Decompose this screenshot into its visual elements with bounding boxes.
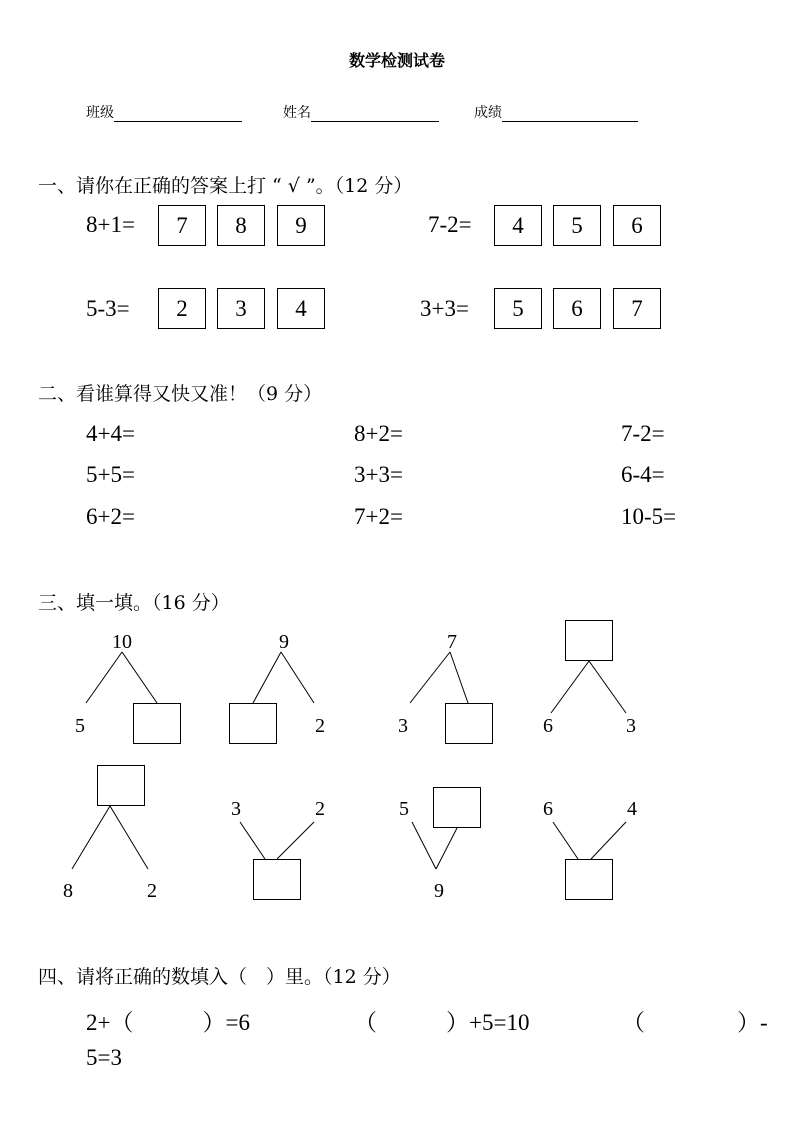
t6-right-number: 2 (315, 798, 325, 820)
section3-heading: 三、填一填。（16 分） (38, 592, 230, 614)
t2-right-number: 2 (315, 715, 325, 737)
t4-answer-box[interactable] (565, 620, 613, 661)
s1-q3-option[interactable]: 3 (217, 288, 265, 329)
s4-equation-3-part-b: 5=3 (86, 1045, 122, 1070)
s1-q3-option[interactable]: 4 (277, 288, 325, 329)
name-label: 姓名 (283, 105, 311, 121)
s2-item: 6+2= (86, 504, 135, 529)
s4-equation-2: （ ）+5=10 (354, 1010, 530, 1035)
s1-q2-option[interactable]: 4 (494, 205, 542, 246)
s1-q3-option[interactable]: 2 (158, 288, 206, 329)
t3-answer-box[interactable] (445, 703, 493, 744)
t5-right-number: 2 (147, 880, 157, 902)
s2-item: 7-2= (621, 421, 665, 446)
s2-item: 10-5= (621, 504, 677, 529)
s1-q4-option[interactable]: 5 (494, 288, 542, 329)
s1-q4-option[interactable]: 6 (553, 288, 601, 329)
t6-answer-box[interactable] (253, 859, 301, 900)
t1-answer-box[interactable] (133, 703, 181, 744)
t4-left-number: 6 (543, 715, 553, 737)
section1-heading: 一、请你在正确的答案上打 “ √ ”。（12 分） (38, 175, 413, 197)
t2-top-number: 9 (279, 631, 289, 653)
t5-left-number: 8 (63, 880, 73, 902)
t2-answer-box[interactable] (229, 703, 277, 744)
t5-answer-box[interactable] (97, 765, 145, 806)
t1-top-number: 10 (112, 631, 132, 653)
t7-answer-box[interactable] (433, 787, 481, 828)
page-title: 数学检测试卷 (348, 51, 445, 70)
t3-left-number: 3 (398, 715, 408, 737)
s2-item: 3+3= (354, 462, 403, 487)
t8-answer-box[interactable] (565, 859, 613, 900)
s1-q4-option[interactable]: 7 (613, 288, 661, 329)
t8-right-number: 4 (627, 798, 637, 820)
s1-q1-option[interactable]: 8 (217, 205, 265, 246)
section2-heading: 二、看谁算得又快又准！（9 分） (38, 383, 323, 405)
t8-left-number: 6 (543, 798, 553, 820)
s1-q2-option[interactable]: 6 (613, 205, 661, 246)
s2-item: 7+2= (354, 504, 403, 529)
s1-q2-option[interactable]: 5 (553, 205, 601, 246)
t4-right-number: 3 (626, 715, 636, 737)
s4-equation-1: 2+（ ）=6 (86, 1010, 250, 1035)
s1-q1-option[interactable]: 7 (158, 205, 206, 246)
t7-bottom-number: 9 (434, 880, 444, 902)
t1-left-number: 5 (75, 715, 85, 737)
s2-item: 5+5= (86, 462, 135, 487)
t3-top-number: 7 (447, 631, 457, 653)
s2-item: 4+4= (86, 421, 135, 446)
score-label: 成绩 (474, 105, 502, 121)
s1-q1-option[interactable]: 9 (277, 205, 325, 246)
t6-left-number: 3 (231, 798, 241, 820)
s1-q4-expr: 3+3= (420, 296, 469, 321)
section4-heading: 四、请将正确的数填入（ ）里。（12 分） (38, 966, 401, 988)
class-label: 班级 (86, 105, 114, 121)
s2-item: 6-4= (621, 462, 665, 487)
s1-q1-expr: 8+1= (86, 212, 135, 237)
s1-q3-expr: 5-3= (86, 296, 130, 321)
s1-q2-expr: 7-2= (428, 212, 472, 237)
t7-left-number: 5 (399, 798, 409, 820)
s4-equation-3-part-a: （ ）- (622, 1010, 768, 1035)
s2-item: 8+2= (354, 421, 403, 446)
